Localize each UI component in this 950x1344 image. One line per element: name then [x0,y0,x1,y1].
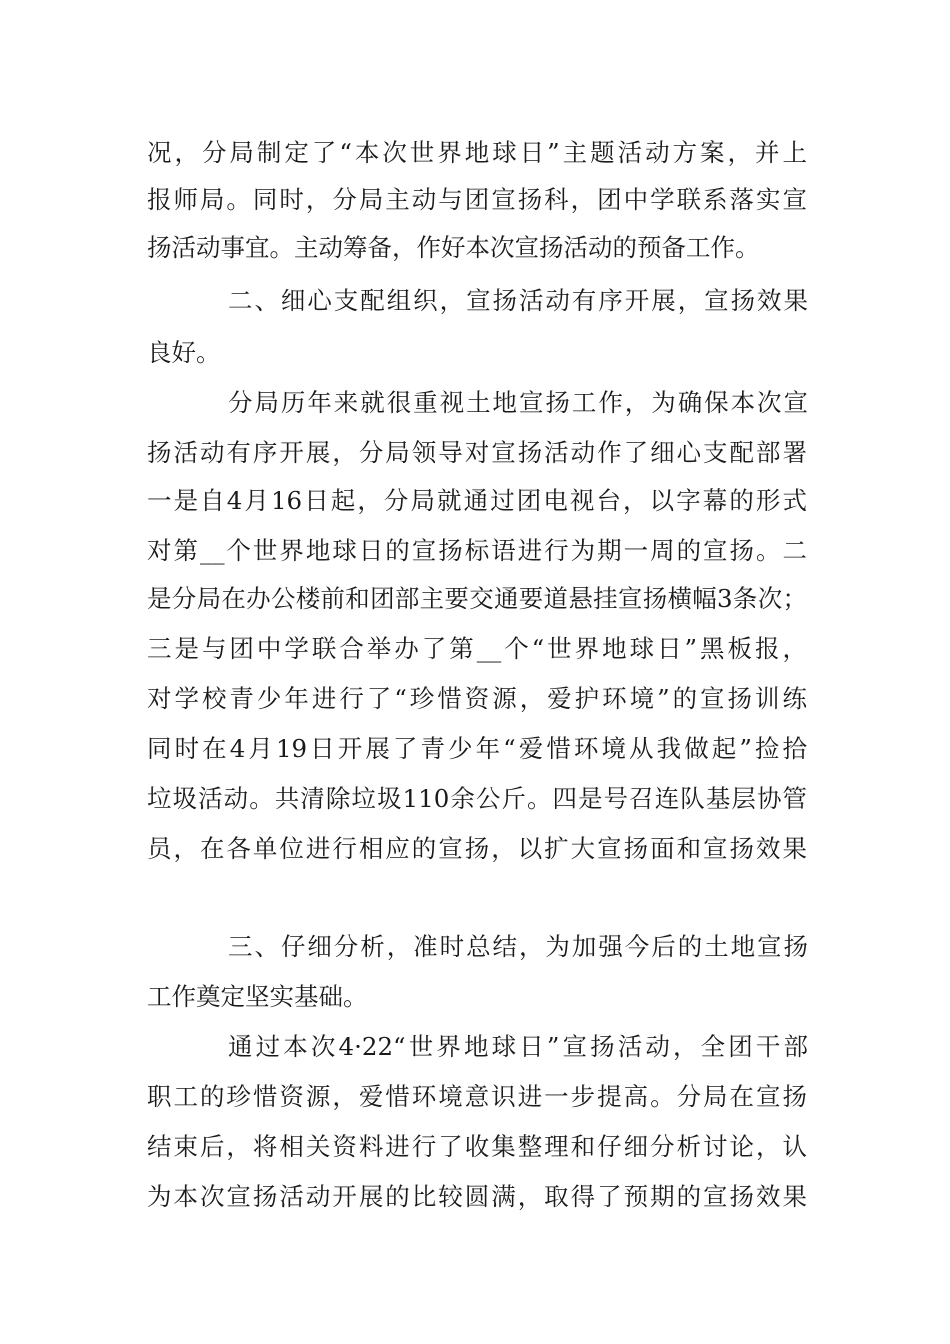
text-line: 一是自4月16日起，分局就通过团电视台，以字幕的形式 [147,486,807,515]
text-line: 对学校青少年进行了“珍惜资源，爱护环境”的宣扬训练 [147,684,807,713]
text-line: 结束后，将相关资料进行了收集整理和仔细分析讨论，认 [147,1132,807,1161]
section-heading: 二、细心支配组织，宣扬活动有序开展，宣扬效果 [228,286,808,315]
text-line: 况，分局制定了“本次世界地球日”主题活动方案，并上 [147,138,807,167]
text-line: 为本次宣扬活动开展的比较圆满，取得了预期的宣扬效果 [147,1182,807,1211]
text-line: 通过本次4·22“世界地球日”宣扬活动，全团干部 [228,1032,808,1061]
text-line: 垃圾活动。共清除垃圾110余公斤。四是号召连队基层协管 [147,784,807,813]
text-line: 分局历年来就很重视土地宣扬工作，为确保本次宣 [228,388,808,417]
text-line: 员，在各单位进行相应的宣扬，以扩大宣扬面和宣扬效果 [147,834,807,863]
text-line: 报师局。同时，分局主动与团宣扬科，团中学联系落实宣 [147,185,807,214]
section-heading: 良好。 [147,338,221,367]
section-heading: 工作奠定坚实基础。 [147,982,368,1011]
section-heading: 三、仔细分析，准时总结，为加强今后的土地宣扬 [228,932,808,961]
text-line: 扬活动事宜。主动筹备，作好本次宣扬活动的预备工作。 [147,233,760,262]
text-line: 对第__个世界地球日的宣扬标语进行为期一周的宣扬。二 [147,536,807,565]
text-line: 三是与团中学联合举办了第__个“世界地球日”黑板报， [147,634,807,663]
text-line: 同时在4月19日开展了青少年“爱惜环境从我做起”捡拾 [147,734,807,763]
text-line: 是分局在办公楼前和团部主要交通要道悬挂宣扬横幅3条次； [147,584,807,613]
text-line: 职工的珍惜资源，爱惜环境意识进一步提高。分局在宣扬 [147,1082,807,1111]
text-line: 扬活动有序开展，分局领导对宣扬活动作了细心支配部署 [147,438,807,467]
